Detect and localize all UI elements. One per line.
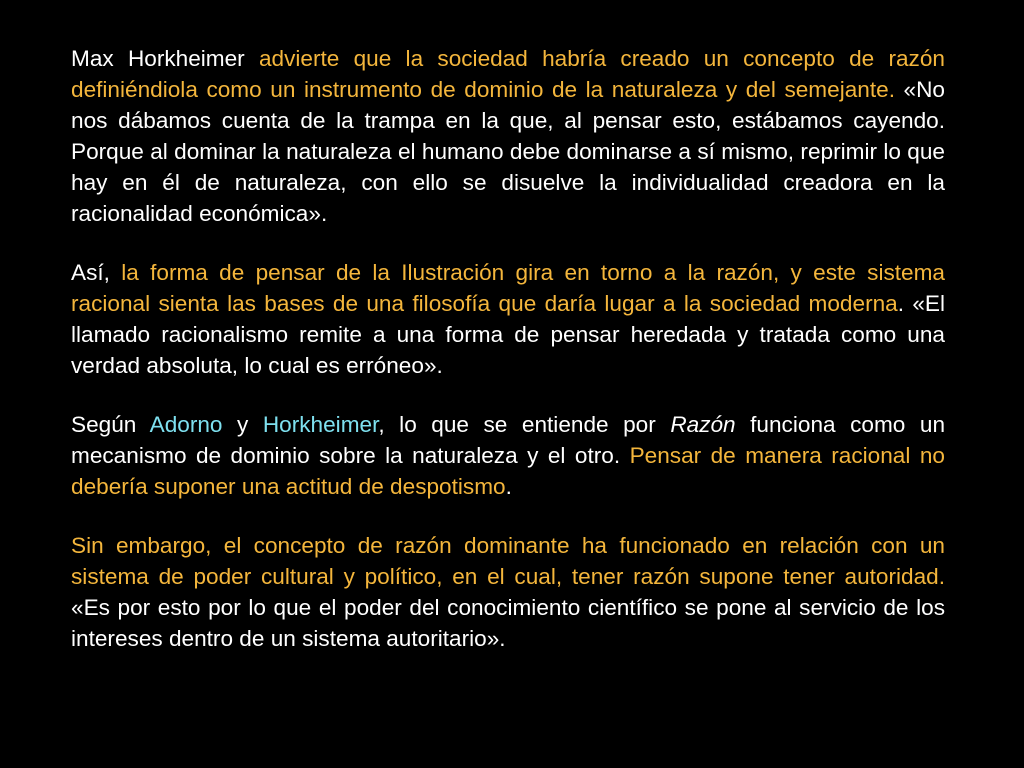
paragraph-4 [71, 530, 945, 654]
text-segment: funciona como un mecanismo de dominio sobre la naturaleza y el otro. [71, 412, 946, 468]
paragraph-2 [71, 257, 945, 381]
slide-text-body [71, 43, 945, 682]
text-segment: y [222, 412, 263, 437]
italic-term: Razón [670, 412, 736, 437]
highlighted-text: Pensar de manera racional no debería suponer una actitud de despotismo [71, 443, 945, 499]
highlighted-text: advierte que la sociedad habría creado un concepto de razón definiéndiola como un instrumento de dominio de la naturaleza y del semejante. [71, 46, 945, 102]
highlighted-text: la forma de pensar de la Ilustración gira en torno a la razón, y este sistema racional sienta las bases de una filosofía que daría lugar a la sociedad moderna [71, 260, 945, 316]
text-segment: . [505, 474, 512, 499]
text-segment: Según [71, 412, 150, 437]
highlighted-text: Sin embargo, el concepto de razón dominante ha funcionado en relación con un sistema de poder cultural y político, en el cual, tener razón supone tener autoridad. [71, 533, 945, 589]
text-segment: Max Horkheimer [71, 46, 259, 71]
author-name-adorno: Adorno [149, 412, 223, 437]
author-name-horkheimer: Horkheimer [262, 412, 379, 437]
paragraph-3 [71, 409, 945, 502]
text-segment: , lo que se entiende por [378, 412, 671, 437]
quote-text: . «El llamado racionalismo remite a una forma de pensar heredada y tratada como una verdad absoluta, lo cual es erróneo». [71, 291, 945, 378]
text-segment: Así, [71, 260, 122, 285]
paragraph-1 [71, 43, 945, 229]
quote-text: «No nos dábamos cuenta de la trampa en la que, al pensar esto, estábamos cayendo. Porque al dominar la naturaleza el humano debe dominarse a sí mismo, reprimir lo que hay en él de naturaleza, con ello se disuelve la individualidad creadora en la racionalidad económica». [71, 77, 945, 226]
quote-text: «Es por esto por lo que el poder del conocimiento científico se pone al servicio de los intereses dentro de un sistema autoritario». [71, 595, 945, 651]
